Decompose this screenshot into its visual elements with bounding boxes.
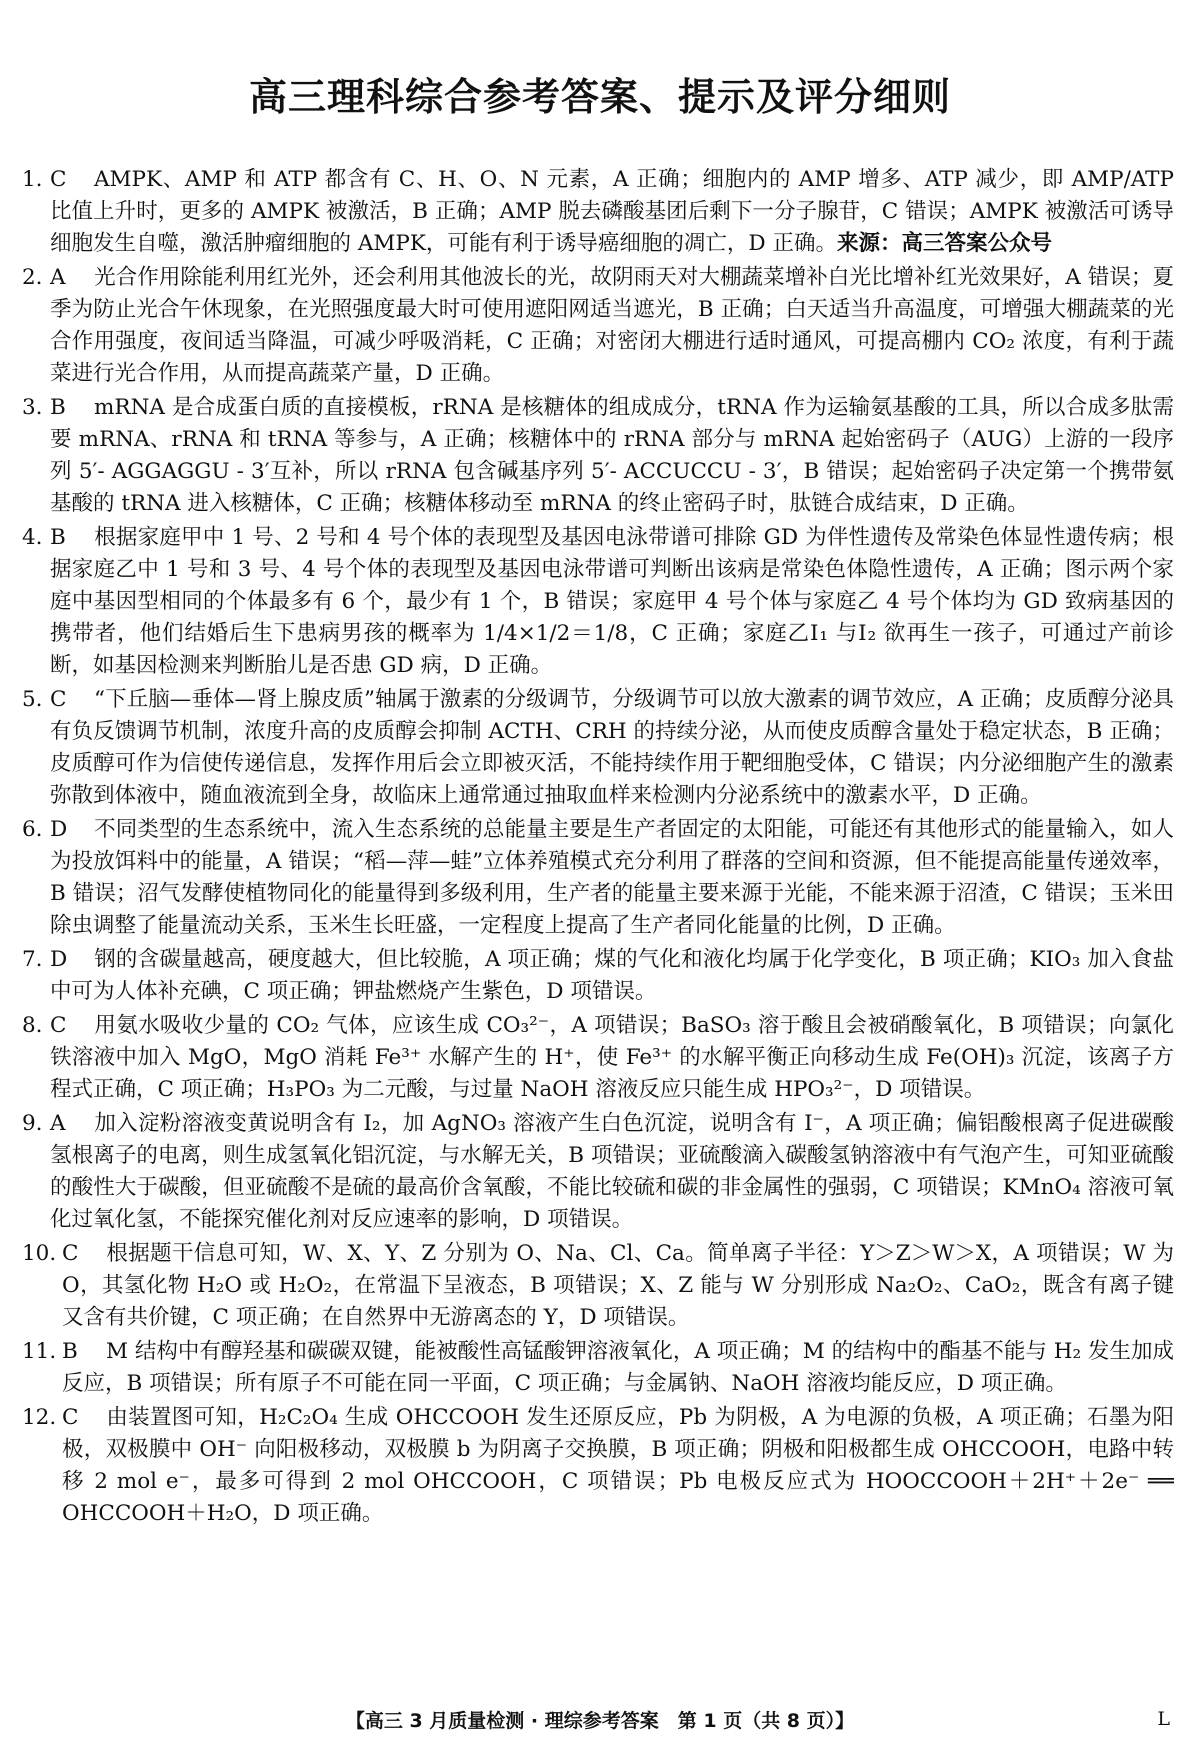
item-answer: D [50,817,68,842]
item-answer: A [50,265,66,290]
answer-item-8 [22,1010,1174,1106]
item-number: 5. [22,687,43,712]
item-explanation: 根据家庭甲中 1 号、2 号和 4 号个体的表现型及基因电泳带谱可排除 GD 为伴性遗传及常染色体显性遗传病；根据家庭乙中 1 号和 3 号、4 号个体的表现型及基因电泳带谱可判断出该病是常染色体隐性遗传，A 正确；图示两个家庭中基因型相同的个体最多有 6 个，最少有 1 个，B 错误；家庭甲 4 号个体与家庭乙 4 号个体均为 GD 致病基因的携带者，他们结婚后生下患病男孩的概率为 1/4×1/2＝1/8，C 正确；家庭乙Ⅰ₁ 与Ⅰ₂ 欲再生一孩子，可通过产前诊断，如基因检测来判断胎儿是否患 GD 病，D 正确。 [50,525,1174,678]
item-number: 3. [22,395,43,420]
item-explanation: M 结构中有醇羟基和碳碳双键，能被酸性高锰酸钾溶液氧化，A 项正确；M 的结构中的酯基不能与 H₂ 发生加成反应，B 项错误；所有原子不可能在同一平面，C 项正确；与金属钠、NaOH 溶液均能反应，D 项正确。 [62,1339,1174,1396]
item-number: 9. [22,1111,43,1136]
item-number: 4. [22,525,43,550]
page-footer: 【高三 3 月质量检测 · 理综参考答案 第 1 页（共 8 页）】 [345,1710,855,1732]
answer-item-6 [22,814,1174,942]
answer-item-2 [22,262,1174,390]
item-answer: C [50,1013,67,1038]
item-answer: D [50,947,68,972]
item-number: 1. [22,167,43,192]
item-number: 11. [22,1339,57,1364]
item-explanation: 光合作用除能利用红光外，还会利用其他波长的光，故阴雨天对大棚蔬菜增补白光比增补红光效果好，A 错误；夏季为防止光合午休现象，在光照强度最大时可使用遮阳网适当遮光，B 正确；白天适当升高温度，可增强大棚蔬菜的光合作用强度，夜间适当降温，可减少呼吸消耗，C 正确；对密闭大棚进行适时通风，可提高棚内 CO₂ 浓度，有利于蔬菜进行光合作用，从而提高蔬菜产量，D 正确。 [50,265,1174,386]
page-title: 高三理科综合参考答案、提示及评分细则 [248,75,951,119]
item-explanation: 加入淀粉溶液变黄说明含有 I₂，加 AgNO₃ 溶液产生白色沉淀，说明含有 I⁻，A 项正确；偏铝酸根离子促进碳酸氢根离子的电离，则生成氢氧化铝沉淀，与水解无关，B 项错误；亚硫酸滴入碳酸氢钠溶液中有气泡产生，可知亚硫酸的酸性大于碳酸，但亚硫酸不是硫的最高价含氧酸，不能比较硫和碳的非金属性的强弱，C 项错误；KMnO₄ 溶液可氧化过氧化氢，不能探究催化剂对反应速率的影响，D 项错误。 [50,1111,1174,1232]
answer-item-1 [22,164,1174,260]
answer-item-12 [22,1402,1174,1530]
item-answer: B [62,1339,78,1364]
item-answer: C [50,167,67,192]
answer-item-10 [22,1238,1174,1334]
item-explanation: “下丘脑—垂体—肾上腺皮质”轴属于激素的分级调节，分级调节可以放大激素的调节效应，A 正确；皮质醇分泌具有负反馈调节机制，浓度升高的皮质醇会抑制 ACTH、CRH 的持续分泌，从而使皮质醇含量处于稳定状态，B 正确；皮质醇可作为信使传递信息，发挥作用后会立即被灭活，不能持续作用于靶细胞受体，C 错误；内分泌细胞产生的激素弥散到体液中，随血液流到全身，故临床上通常通过抽取血样来检测内分泌系统中的激素水平，D 正确。 [50,687,1174,808]
item-explanation: 由装置图可知，H₂C₂O₄ 生成 OHCCOOH 发生还原反应，Pb 为阴极，A 为电源的负极，A 项正确；石墨为阳极，双极膜中 OH⁻ 向阳极移动，双极膜 b 为阴离子交换膜，B 项正确；阴极和阳极都生成 OHCCOOH，电路中转移 2 mol e⁻，最多可得到 2 mol OHCCOOH，C 项错误；Pb 电极反应式为 HOOCCOOH＋2H⁺＋2e⁻ ══ OHCCOOH＋H₂O，D 项正确。 [62,1405,1174,1526]
answer-item-3 [22,392,1174,520]
answer-item-7 [22,944,1174,1008]
item-explanation: 用氨水吸收少量的 CO₂ 气体，应该生成 CO₃²⁻，A 项错误；BaSO₃ 溶于酸且会被硝酸氧化，B 项错误；向氯化铁溶液中加入 MgO，MgO 消耗 Fe³⁺ 水解产生的 H⁺，使 Fe³⁺ 的水解平衡正向移动生成 Fe(OH)₃ 沉淀，该离子方程式正确，C 项正确；H₃PO₃ 为二元酸，与过量 NaOH 溶液反应只能生成 HPO₃²⁻，D 项错误。 [50,1013,1174,1102]
item-answer: C [62,1241,79,1266]
item-answer: A [50,1111,66,1136]
item-answer: B [50,395,66,420]
item-answer: C [50,687,67,712]
item-explanation: mRNA 是合成蛋白质的直接模板，rRNA 是核糖体的组成成分，tRNA 作为运输氨基酸的工具，所以合成多肽需要 mRNA、rRNA 和 tRNA 等参与，A 正确；核糖体中的 rRNA 部分与 mRNA 起始密码子（AUG）上游的一段序列 5′- AGGAGGU - 3′互补，所以 rRNA 包含碱基序列 5′- ACCUCCU - 3′，B 错误；起始密码子决定第一个携带氨基酸的 tRNA 进入核糖体，C 正确；核糖体移动至 mRNA 的终止密码子时，肽链合成结束，D 正确。 [50,395,1174,516]
item-number: 12. [22,1405,57,1430]
answer-item-11 [22,1336,1174,1400]
source-note: 来源：高三答案公众号 [836,231,1052,256]
item-explanation: 不同类型的生态系统中，流入生态系统的总能量主要是生产者固定的太阳能，可能还有其他形式的能量输入，如人为投放饵料中的能量，A 错误；“稻—萍—蛙”立体养殖模式充分利用了群落的空间和资源，但不能提高能量传递效率，B 错误；沼气发酵使植物同化的能量得到多级利用，生产者的能量主要来源于光能，不能来源于沼渣，C 错误；玉米田除虫调整了能量流动关系，玉米生长旺盛，一定程度上提高了生产者同化能量的比例，D 正确。 [50,817,1174,938]
item-number: 8. [22,1013,43,1038]
item-answer: C [62,1405,79,1430]
item-number: 7. [22,947,43,972]
item-answer: B [50,525,66,550]
answer-item-9 [22,1108,1174,1236]
version-mark: L [1157,1708,1170,1730]
item-number: 10. [22,1241,57,1266]
answer-item-5 [22,684,1174,812]
item-number: 2. [22,265,43,290]
answer-item-4 [22,522,1174,682]
item-number: 6. [22,817,43,842]
answer-list [22,164,1174,1532]
item-explanation: 钢的含碳量越高，硬度越大，但比较脆，A 项正确；煤的气化和液化均属于化学变化，B 项正确；KIO₃ 加入食盐中可为人体补充碘，C 项正确；钾盐燃烧产生紫色，D 项错误。 [50,947,1174,1004]
item-explanation: AMPK、AMP 和 ATP 都含有 C、H、O、N 元素，A 正确；细胞内的 AMP 增多、ATP 减少，即 AMP/ATP 比值上升时，更多的 AMPK 被激活，B 正确；AMP 脱去磷酸基团后剩下一分子腺苷，C 错误；AMPK 被激活可诱导细胞发生自噬，激活肿瘤细胞的 AMPK，可能有利于诱导癌细胞的凋亡，D 正确。 [50,167,1174,256]
item-explanation: 根据题干信息可知，W、X、Y、Z 分别为 O、Na、Cl、Ca。简单离子半径：Y＞Z＞W＞X，A 项错误；W 为 O，其氢化物 H₂O 或 H₂O₂，在常温下呈液态，B 项错误；X、Z 能与 W 分别形成 Na₂O₂、CaO₂，既含有离子键又含有共价键，C 项正确；在自然界中无游离态的 Y，D 项错误。 [62,1241,1174,1330]
